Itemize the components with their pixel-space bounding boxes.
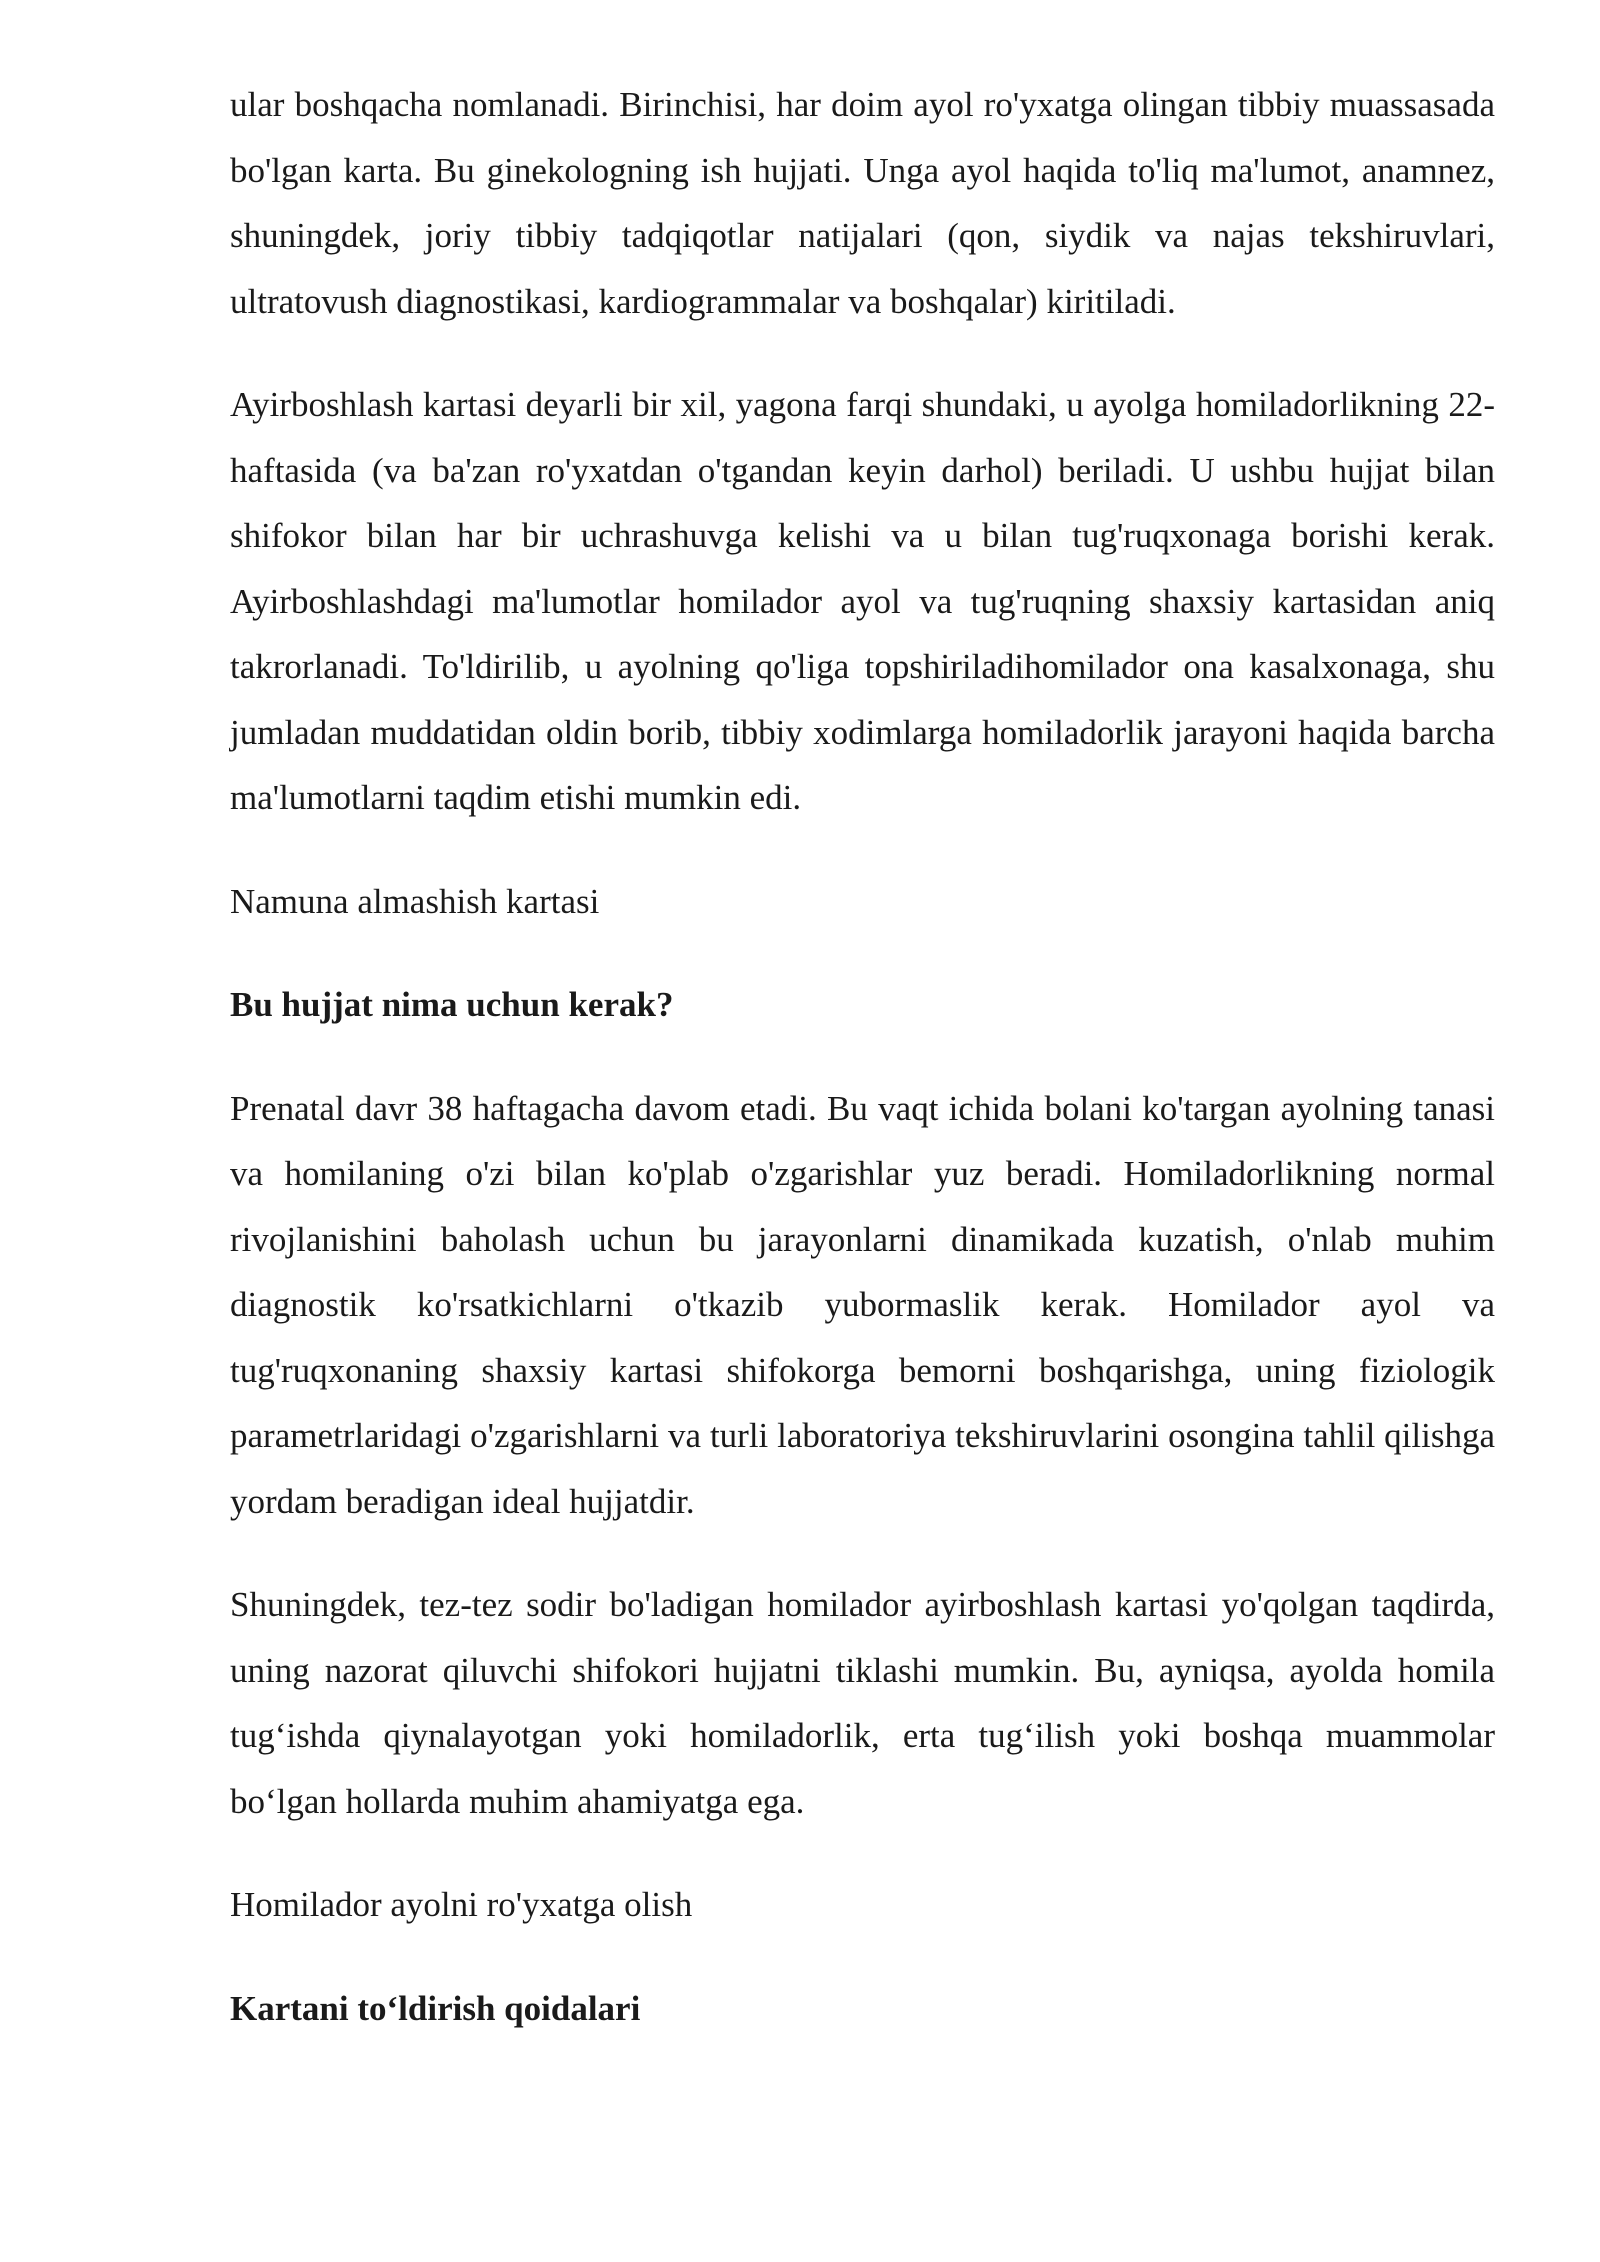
caption-registration: Homilador ayolni ro'yxatga olish [230, 1885, 693, 1924]
document-page [230, 72, 1495, 2079]
paragraph-card-description: ular boshqacha nomlanadi. Birinchisi, har doim ayol ro'yxatga olingan tibbiy muassasada bo'lgan karta. Bu ginekologning ish hujjati. Unga ayol haqida to'liq ma'lumot, anamnez, shuningdek, joriy tibbiy tadqiqotlar natijalari (qon, siydik va najas tekshiruvlari, ultratovush diagnostikasi, kardiogrammalar va boshqalar) kiritiladi. [230, 85, 1495, 321]
paragraph-exchange-card: Ayirboshlash kartasi deyarli bir xil, yagona farqi shundaki, u ayolga homiladorlikning 22-haftasida (va ba'zan ro'yxatdan o'tgandan keyin darhol) beriladi. U ushbu hujjat bilan shifokor bilan har bir uchrashuvga kelishi va u bilan tug'ruqxonaga borishi kerak. Ayirboshlashdagi ma'lumotlar homilador ayol va tug'ruqning shaxsiy kartasidan aniq takrorlanadi. To'ldirilib, u ayolning qo'liga topshiriladihomilador ona kasalxonaga, shu jumladan muddatidan oldin borib, tibbiy xodimlarga homiladorlik jarayoni haqida barcha ma'lumotlarni taqdim etishi mumkin edi. [230, 385, 1495, 817]
caption-sample-exchange-card: Namuna almashish kartasi [230, 881, 600, 921]
paragraph-prenatal-period: Prenatal davr 38 haftagacha davom etadi. Bu vaqt ichida bolani ko'targan ayolning tanasi va homilaning o'zi bilan ko'plab o'zgarishlar yuz beradi. Homiladorlikning normal rivojlanishini baholash uchun bu jarayonlarni dinamikada kuzatish, o'nlab muhim diagnostik ko'rsatkichlarni o'tkazib yubormaslik kerak. Homilador ayol va tug'ruqxonaning shaxsiy kartasi shifokorga bemorni boshqarishga, uning fiziologik parametrlaridagi o'zgarishlarni va turli laboratoriya tekshiruvlarini osongina tahlil qilishga yordam beradigan ideal hujjatdir. [230, 1088, 1495, 1521]
heading-filling-rules: Kartani to‘ldirish qoidalari [230, 1988, 641, 2028]
heading-why-needed: Bu hujjat nima uchun kerak? [230, 985, 674, 1024]
paragraph-lost-card: Shuningdek, tez-tez sodir bo'ladigan homilador ayirboshlash kartasi yo'qolgan taqdirda, uning nazorat qiluvchi shifokori hujjatni tiklashi mumkin. Bu, ayniqsa, ayolda homila tug‘ishda qiynalayotgan yoki homiladorlik, erta tug‘ilish yoki boshqa muammolar bo‘lgan hollarda muhim ahamiyatga ega. [230, 1585, 1495, 1821]
